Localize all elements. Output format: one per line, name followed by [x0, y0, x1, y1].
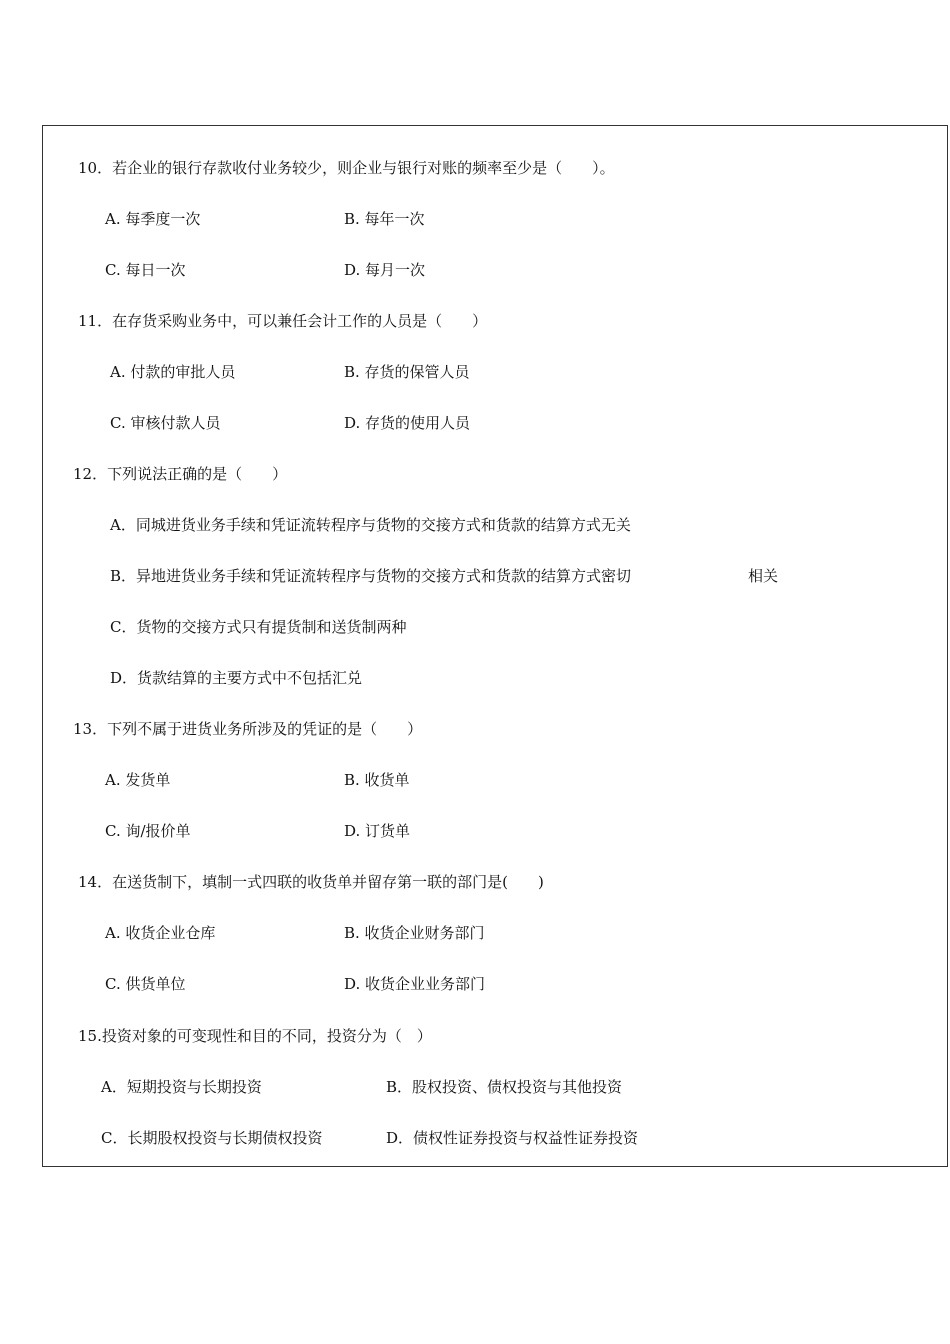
question-10-option-b: B. 每年一次: [344, 210, 425, 228]
question-13-option-a: A. 发货单: [105, 771, 171, 789]
question-12-option-b: B．异地进货业务手续和凭证流转程序与货物的交接方式和货款的结算方式密切: [110, 567, 632, 585]
question-15-stem: 15.投资对象的可变现性和目的不同，投资分为（ ）: [78, 1027, 432, 1045]
question-13-option-c: C. 询/报价单: [105, 822, 191, 840]
question-11-option-c: C. 审核付款人员: [110, 414, 221, 432]
question-15-option-a: A．短期投资与长期投资: [101, 1078, 262, 1096]
question-10-stem: 10．若企业的银行存款收付业务较少，则企业与银行对账的频率至少是（ ）。: [78, 159, 615, 177]
question-14-option-d: D. 收货企业业务部门: [344, 975, 486, 993]
question-14-option-c: C. 供货单位: [105, 975, 186, 993]
question-11-option-a: A. 付款的审批人员: [110, 363, 236, 381]
question-12-option-b-tail: 相关: [748, 567, 779, 585]
question-11-option-b: B. 存货的保管人员: [344, 363, 470, 381]
question-13-option-b: B. 收货单: [344, 771, 410, 789]
question-12-option-d: D．货款结算的主要方式中不包括汇兑: [110, 669, 363, 687]
question-frame: [42, 125, 948, 1167]
question-10-option-c: C. 每日一次: [105, 261, 186, 279]
question-15-option-b: B．股权投资、债权投资与其他投资: [386, 1078, 623, 1096]
question-13-stem: 13．下列不属于进货业务所涉及的凭证的是（ ）: [73, 720, 423, 738]
question-14-option-a: A. 收货企业仓库: [105, 924, 216, 942]
question-15-option-c: C．长期股权投资与长期债权投资: [101, 1129, 323, 1147]
question-11-option-d: D. 存货的使用人员: [344, 414, 471, 432]
question-10-option-a: A. 每季度一次: [105, 210, 201, 228]
question-12-option-c: C．货物的交接方式只有提货制和送货制两种: [110, 618, 407, 636]
question-12-stem: 12．下列说法正确的是（ ）: [73, 465, 288, 483]
question-10-option-d: D. 每月一次: [344, 261, 426, 279]
question-11-stem: 11．在存货采购业务中，可以兼任会计工作的人员是（ ）: [78, 312, 488, 330]
question-13-option-d: D. 订货单: [344, 822, 411, 840]
question-14-stem: 14．在送货制下，填制一式四联的收货单并留存第一联的部门是( ): [78, 873, 544, 891]
question-12-option-a: A．同城进货业务手续和凭证流转程序与货物的交接方式和货款的结算方式无关: [110, 516, 631, 534]
question-15-option-d: D．债权性证券投资与权益性证券投资: [386, 1129, 639, 1147]
question-14-option-b: B. 收货企业财务部门: [344, 924, 485, 942]
